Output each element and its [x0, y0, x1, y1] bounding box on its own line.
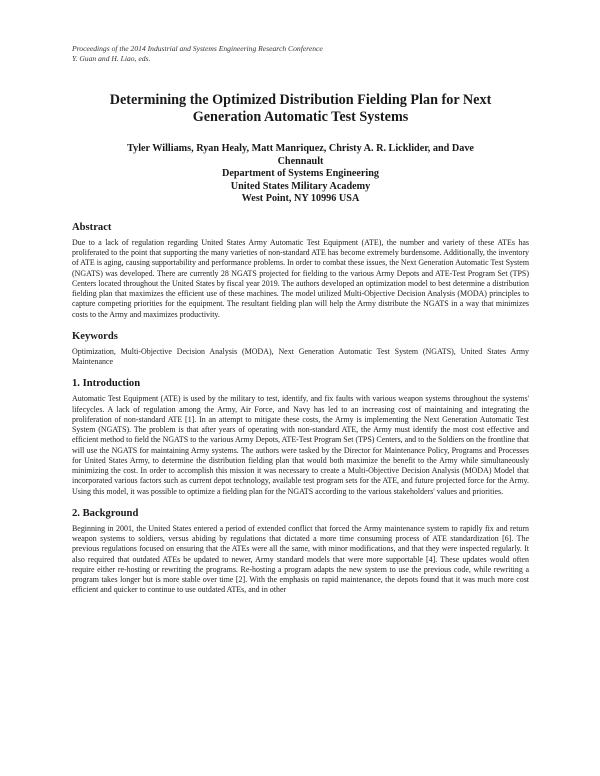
keywords-heading: Keywords	[72, 330, 118, 342]
introduction-heading: 1. Introduction	[72, 378, 141, 390]
author-names-line-1: Tyler Williams, Ryan Healy, Matt Manriquez, Christy A. R. Licklider, and Dave	[127, 143, 474, 154]
abstract-text: Due to a lack of regulation regarding United States Army Automatic Test Equipment (ATE), the number and variety of these ATEs has proliferated to the point that supporting the many varieties of non-standard ATE has become extremely burdensome. Additionally, the inventory of ATE is aging, causing supportability and performance problems. In order to combat these issues, the Next Generation Automatic Test System (NGATS) was developed. There are currently 28 NGATS projected for fielding to the various Army Depots and ATE-Test Program Set (TPS) Centers located throughout the United States by fiscal year 2019. The authors developed an optimization model to best determine a distribution fielding plan that maximizes the efficient use of these machines. The model utilized Multi-Objective Decision Analysis (MODA) principles to capture competing priorities for the equipment. The resultant fielding plan will help the Army distribute the NGATS in a way that minimizes costs to the Army and maximizes productivity.	[72, 237, 529, 319]
author-names-line-2: Chennault	[277, 155, 324, 167]
author-department: Department of Systems Engineering	[221, 168, 380, 180]
conference-header	[72, 44, 529, 64]
paper-title	[72, 92, 529, 126]
introduction-text: Automatic Test Equipment (ATE) is used by the military to test, identify, and fix faults with various weapon systems throughout the systems' lifecycles. A lack of regulation among the Army, Air Force, and Navy has led to an increasing cost of maintaining and integrating the proliferation of non-standard ATE [1]. In an attempt to mitigate these costs, the Army is implementing the Next Generation Automatic Test System (NGATS). The problem is that after years of operating with non-standard ATE, the Army must identify the most cost effective and efficient method to field the NGATS to the various Army Depots, ATE-Test Program Set (TPS) Centers, and to the Soldiers on the frontline that will use the NGATS for maintaining Army systems. The authors were tasked by the Director for Maintenance Policy, Programs and Processes for United States Army, to determine the distribution fielding plan that would both maximize the benefit to the Army while simultaneously minimizing the cost. In order to accomplish this mission it was necessary to create a Multi-Objective Decision Analysis (MODA) Model that incorporated various factors such as current depot technology, available test program sets for the ATE, and future projected force for the Army. Using this model, it was possible to optimize a fielding plan for the NGATS according to the various stakeholders' values and priorities.	[72, 394, 529, 496]
abstract-heading: Abstract	[72, 221, 112, 233]
author-location: West Point, NY 10996 USA	[241, 193, 360, 205]
keywords-text: Optimization, Multi-Objective Decision Analysis (MODA), Next Generation Automatic Test System (NGATS), United States Army Maintenance	[72, 346, 529, 367]
editors-line: Y. Guan and H. Liao, eds.	[72, 54, 151, 63]
author-block	[72, 143, 529, 206]
background-heading: 2. Background	[72, 507, 139, 519]
author-institution: United States Military Academy	[230, 180, 371, 192]
paper-page	[72, 44, 529, 596]
proceedings-line: Proceedings of the 2014 Industrial and Systems Engineering Research Conference	[72, 44, 323, 53]
title-line-2: Generation Automatic Test Systems	[192, 109, 409, 125]
title-line-1: Determining the Optimized Distribution Fielding Plan for Next	[109, 92, 492, 108]
background-text: Beginning in 2001, the United States entered a period of extended conflict that forced the Army maintenance system to rapidly fix and return weapon systems to soldiers, versus abiding by regulations that dictated a more time consuming process of ATE standardization [6]. The previous regulations focused on ensuring that the ATEs were all the same, with minor modifications, and that they were inspected regularly. It also required that outdated ATEs be updated to newer, Army standard models that were more supportable [4]. These updates would often require either re-hosting or rewriting the programs. Re-hosting a program adapts the new system to use the previous code, while rewriting a program takes longer but is more stable over time [2]. With the emphasis on rapid maintenance, the depots found that it was much more cost efficient and quicker to continue to use outdated ATEs, and in other	[72, 523, 529, 595]
